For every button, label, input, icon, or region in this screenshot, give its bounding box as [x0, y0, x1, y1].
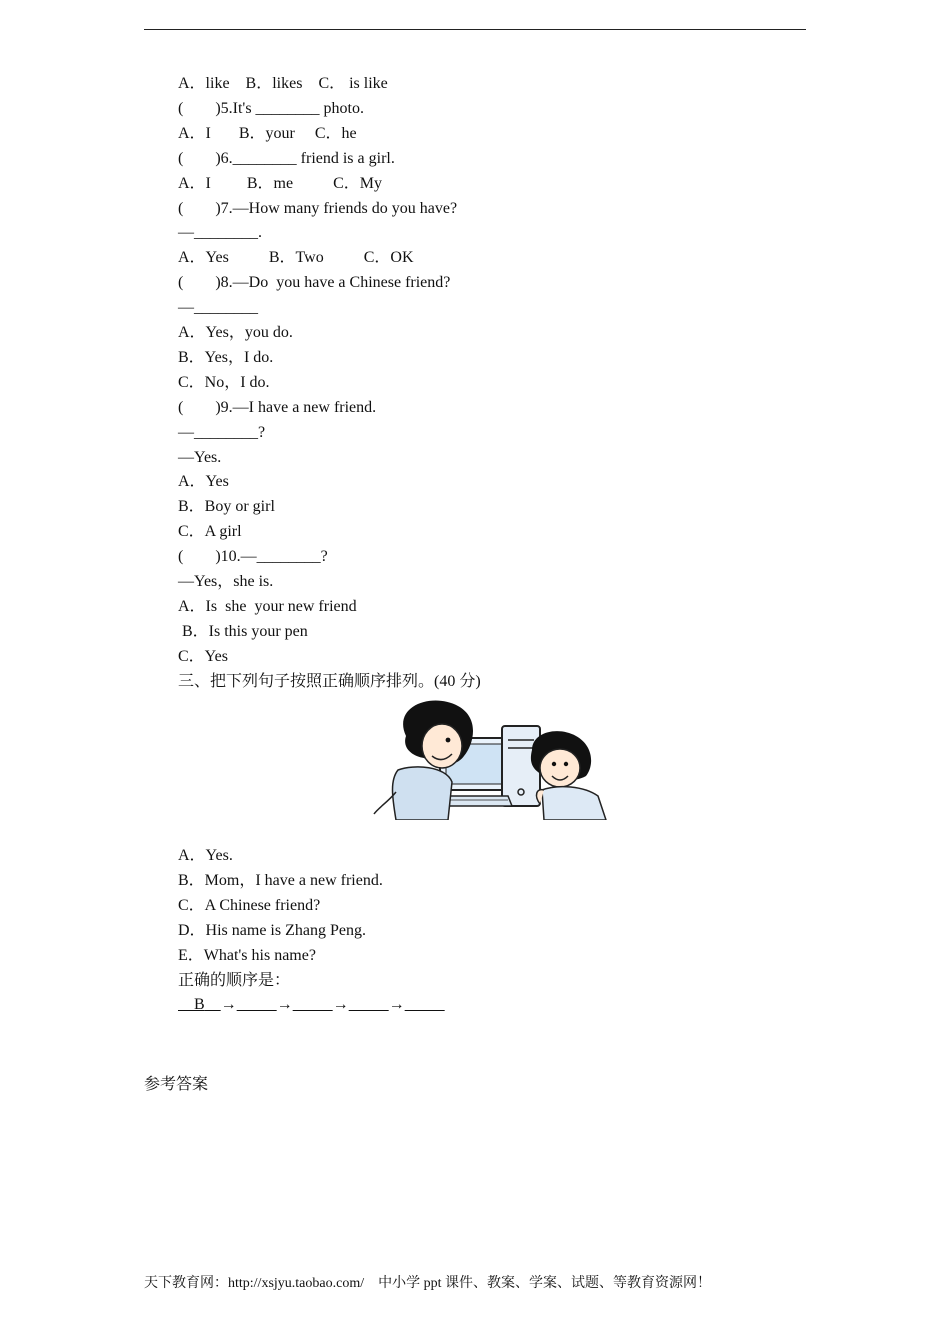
question-line: A．Yes [178, 473, 229, 491]
illustration-kids-computer [362, 696, 624, 820]
question-line: A．Is she your new friend [178, 597, 357, 615]
page-footer: 天下教育网：http://xsjyu.taobao.com/ 中小学 ppt 课件、教案、学案、试题、等教育资源网！ [144, 1276, 711, 1291]
question-line: ( )5.It's ________ photo. [178, 99, 364, 117]
arrow-2: → [276, 996, 293, 1013]
order-first-answer: B [194, 996, 205, 1013]
question-line: 三、把下列句子按照正确顺序排列。(40 分) [178, 672, 481, 690]
ordering-line: C．A Chinese friend? [178, 896, 321, 914]
question-line: B．Is this your pen [178, 622, 308, 640]
answer-heading: 参考答案 [144, 1076, 209, 1093]
order-answer-line [178, 996, 445, 1014]
ordering-line: A．Yes. [178, 847, 233, 864]
ordering-line: 正确的顺序是： [178, 971, 291, 989]
question-line: B．Boy or girl [178, 498, 275, 516]
question-line: ( )8.—Do you have a Chinese friend? [178, 274, 451, 292]
question-line: —Yes，she is. [178, 573, 274, 590]
question-line: ( )9.—I have a new friend. [178, 398, 377, 416]
question-line: C．A girl [178, 523, 242, 541]
header-rule [144, 29, 806, 30]
ordering-line: D．His name is Zhang Peng. [178, 921, 366, 939]
question-line: —________? [178, 423, 266, 441]
question-line: B．Yes，I do. [178, 348, 274, 366]
arrow-1: → [220, 996, 237, 1013]
question-line: ( )10.—________? [178, 548, 328, 566]
arrow-4: → [388, 996, 405, 1013]
question-line: C．No，I do. [178, 373, 270, 391]
ordering-line: E．What's his name? [178, 946, 316, 964]
question-line: C．Yes [178, 647, 228, 665]
question-line: A．Yes，you do. [178, 324, 293, 341]
question-line: A．Yes B．Two C．OK [178, 249, 414, 267]
question-line: A．I B．me C．My [178, 174, 383, 192]
question-line: —Yes. [178, 448, 222, 466]
question-line: A．I B．your C．he [178, 124, 357, 142]
question-line: ( )6.________ friend is a girl. [178, 149, 395, 167]
question-line: —________. [178, 224, 262, 242]
question-line: —________ [178, 299, 258, 317]
question-line: ( )7.—How many friends do you have? [178, 199, 458, 217]
question-line: A．like B．likes C． is like [178, 75, 388, 92]
ordering-line: B．Mom，I have a new friend. [178, 871, 383, 889]
arrow-3: → [332, 996, 349, 1013]
